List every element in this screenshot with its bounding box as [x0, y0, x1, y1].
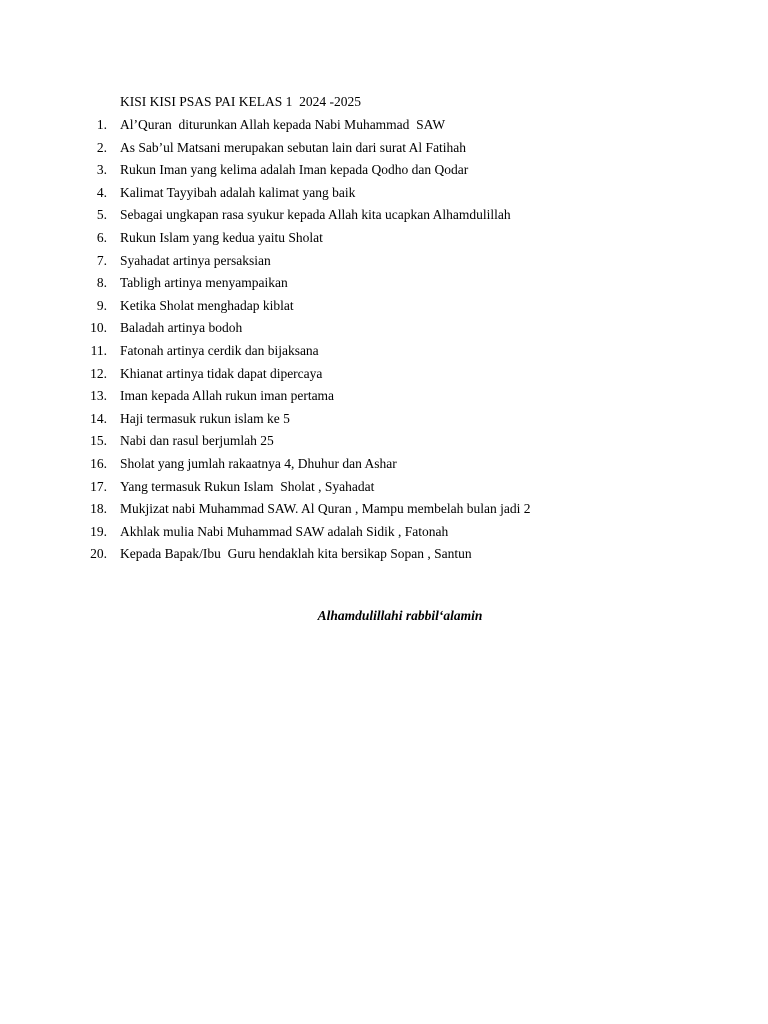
list-item-number: 9.	[96, 297, 107, 313]
list-item-number: 15.	[90, 433, 107, 449]
list-item-number: 5.	[96, 207, 107, 223]
list-item	[0, 523, 768, 546]
list-item-number: 10.	[90, 320, 107, 336]
list-item	[0, 274, 768, 297]
list-item	[0, 387, 768, 410]
list-item-number: 12.	[90, 365, 107, 381]
list-item-text: Akhlak mulia Nabi Muhammad SAW adalah Sidik , Fatonah	[120, 523, 449, 539]
list-item-number: 1.	[96, 117, 107, 132]
list-item-text: Rukun Islam yang kedua yaitu Sholat	[120, 229, 323, 245]
list-item-text: Yang termasuk Rukun Islam Sholat , Syahadat	[120, 478, 375, 494]
list-item-text: Khianat artinya tidak dapat dipercaya	[120, 365, 323, 381]
closing-line: Alhamdulillahi rabbil‘alamin	[317, 608, 483, 623]
list-item-number: 14.	[90, 410, 107, 426]
list-item-text: Sebagai ungkapan rasa syukur kepada Allah kita ucapkan Alhamdulillah	[120, 207, 511, 223]
list-item-number: 8.	[96, 275, 107, 291]
list-item-text: Tabligh artinya menyampaikan	[120, 275, 288, 291]
list-item-text: Kalimat Tayyibah adalah kalimat yang baik	[120, 184, 356, 200]
list-item	[0, 545, 768, 568]
list-item-text: Sholat yang jumlah rakaatnya 4, Dhuhur dan Ashar	[120, 455, 397, 471]
list-item-text: Nabi dan rasul berjumlah 25	[120, 433, 274, 449]
list-item-text: Syahadat artinya persaksian	[120, 252, 271, 268]
list-item-text: Haji termasuk rukun islam ke 5	[120, 410, 290, 426]
list-item	[0, 500, 768, 523]
list-item	[0, 206, 768, 229]
list-item	[0, 410, 768, 433]
item-list	[0, 116, 768, 568]
list-item-number: 20.	[90, 546, 107, 562]
list-item	[0, 116, 768, 139]
list-item	[0, 319, 768, 342]
list-item-number: 11.	[90, 342, 107, 358]
list-item-text: As Sab’ul Matsani merupakan sebutan lain dari surat Al Fatihah	[120, 139, 467, 155]
list-item-number: 19.	[90, 523, 107, 539]
list-item	[0, 184, 768, 207]
list-item-text: Kepada Bapak/Ibu Guru hendaklah kita bersikap Sopan , Santun	[120, 546, 472, 562]
list-item-text: Al’Quran diturunkan Allah kepada Nabi Muhammad SAW	[120, 117, 446, 132]
list-item-text: Mukjizat nabi Muhammad SAW. Al Quran , Mampu membelah bulan jadi 2	[120, 501, 531, 517]
list-item-number: 7.	[96, 252, 107, 268]
list-item	[0, 342, 768, 365]
list-item-number: 3.	[96, 162, 107, 178]
list-item-number: 17.	[90, 478, 107, 494]
list-item-text: Fatonah artinya cerdik dan bijaksana	[120, 342, 319, 358]
list-item	[0, 365, 768, 388]
list-item-number: 4.	[96, 184, 107, 200]
list-item	[0, 252, 768, 275]
document-title: KISI KISI PSAS PAI KELAS 1 2024 -2025	[120, 94, 362, 109]
list-item	[0, 229, 768, 252]
list-item-number: 18.	[90, 501, 107, 517]
list-item-number: 13.	[90, 388, 107, 404]
list-item-number: 6.	[96, 229, 107, 245]
list-item	[0, 161, 768, 184]
list-item-text: Iman kepada Allah rukun iman pertama	[120, 388, 335, 404]
list-item	[0, 139, 768, 162]
list-item-text: Ketika Sholat menghadap kiblat	[120, 297, 294, 313]
list-item	[0, 455, 768, 478]
list-item-text: Baladah artinya bodoh	[120, 320, 243, 336]
list-item-number: 16.	[90, 455, 107, 471]
list-item-number: 2.	[96, 139, 107, 155]
list-item	[0, 432, 768, 455]
list-item-text: Rukun Iman yang kelima adalah Iman kepada Qodho dan Qodar	[120, 162, 469, 178]
list-item	[0, 297, 768, 320]
list-item	[0, 478, 768, 501]
